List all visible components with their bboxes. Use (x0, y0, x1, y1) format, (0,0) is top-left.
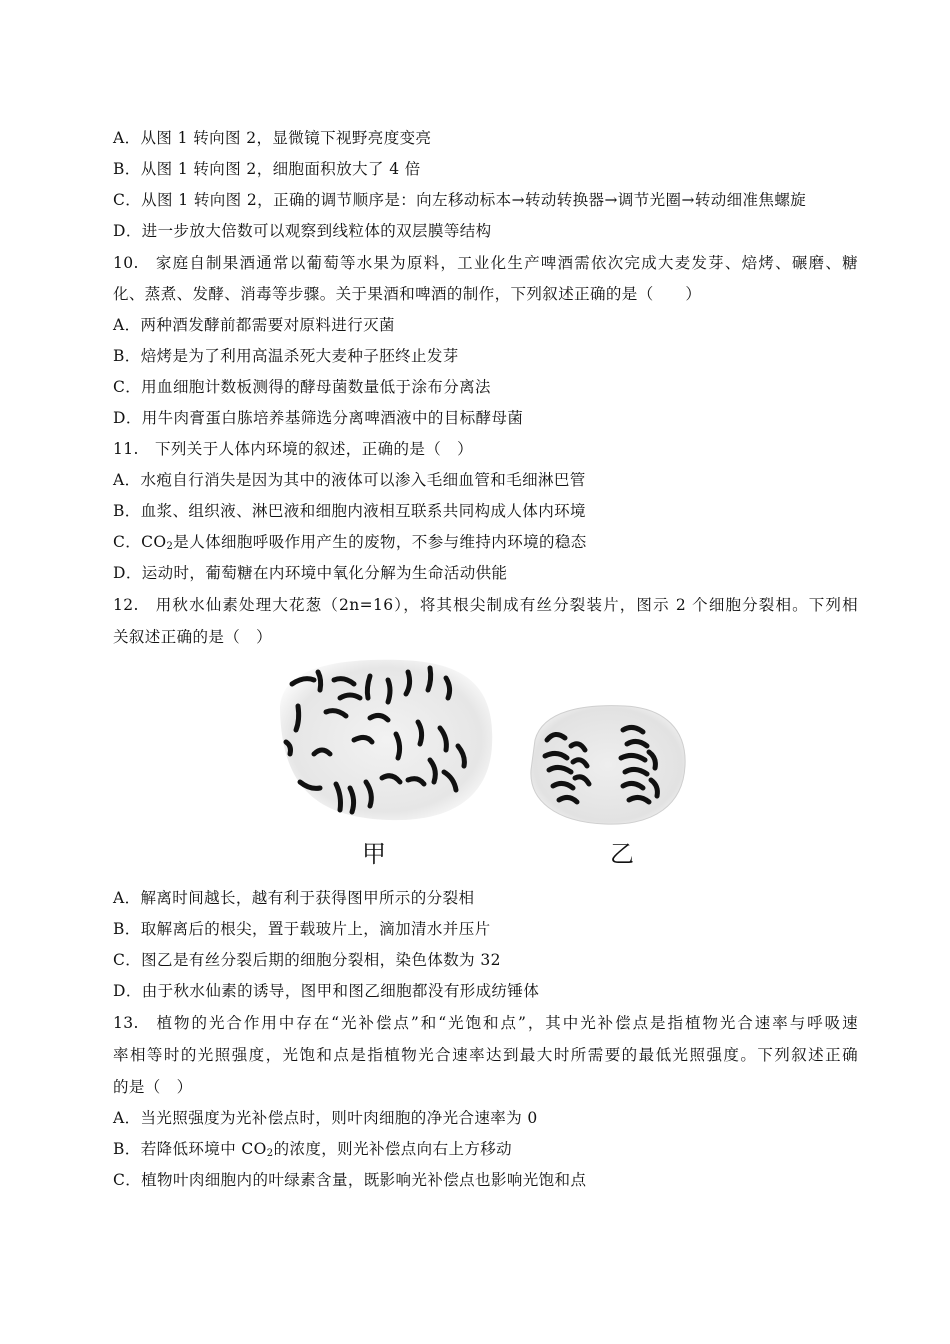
q12-option-c: C．图乙是有丝分裂后期的细胞分裂相，染色体数为 32 (113, 951, 501, 969)
q11-option-a: A．水疱自行消失是因为其中的液体可以渗入毛细血管和毛细淋巴管 (113, 471, 586, 489)
figure-label-yi: 乙 (610, 840, 634, 868)
q12-option-d: D．由于秋水仙素的诱导，图甲和图乙细胞都没有形成纺锤体 (113, 982, 540, 1000)
q13-stem-line3: 的是（ ） (113, 1078, 193, 1096)
q11-number: 11. (113, 440, 139, 458)
q12-stem-text: 用秋水仙素处理大花葱（2n=16），将其根尖制成有丝分裂装片，图示 2 个细胞分裂相。下列相 (155, 596, 858, 614)
q13-stem-line1 (113, 1012, 858, 1034)
q11-option-d: D．运动时，葡萄糖在内环境中氧化分解为生命活动供能 (113, 564, 508, 582)
cell-jia-image (270, 650, 510, 830)
q10-stem-text: 家庭自制果酒通常以葡萄等水果为原料，工业化生产啤酒需依次完成大麦发芽、焙烤、碾磨、糖 (155, 254, 858, 272)
figure-label-jia: 甲 (362, 840, 386, 868)
q11-option-c-text: 是人体细胞呼吸作用产生的废物，不参与维持内环境的稳态 (173, 533, 587, 551)
q11-stem (113, 438, 858, 460)
cell-yi-image (515, 700, 690, 830)
q11-option-c-subscript: 2 (166, 541, 174, 552)
q10-option-d: D．用牛肉膏蛋白胨培养基筛选分离啤酒液中的目标酵母菌 (113, 409, 524, 427)
q13-option-b-subscript: 2 (266, 1148, 274, 1159)
q10-option-c: C．用血细胞计数板测得的酵母菌数量低于涂布分离法 (113, 378, 491, 396)
q9-option-b: B．从图 1 转向图 2，细胞面积放大了 4 倍 (113, 160, 421, 178)
q10-option-b: B．焙烤是为了利用高温杀死大麦种子胚终止发芽 (113, 347, 459, 365)
q13-stem-line2: 率相等时的光照强度，光饱和点是指植物光合速率达到最大时所需要的最低光照强度。下列叙述正确 (113, 1046, 858, 1064)
q12-option-a: A．解离时间越长，越有利于获得图甲所示的分裂相 (113, 889, 475, 907)
q9-option-a: A．从图 1 转向图 2，显微镜下视野亮度变亮 (113, 129, 432, 147)
q9-option-d: D．进一步放大倍数可以观察到线粒体的双层膜等结构 (113, 222, 492, 240)
q10-stem-line2: 化、蒸煮、发酵、消毒等步骤。关于果酒和啤酒的制作，下列叙述正确的是（ ） (113, 285, 702, 303)
q11-option-b: B．血浆、组织液、淋巴液和细胞内液相互联系共同构成人体内环境 (113, 502, 586, 520)
q13-stem-text: 植物的光合作用中存在“光补偿点”和“光饱和点”，其中光补偿点是指植物光合速率与呼吸速 (155, 1014, 858, 1032)
q12-stem-line1 (113, 594, 858, 616)
q13-option-c: C．植物叶肉细胞内的叶绿素含量，既影响光补偿点也影响光饱和点 (113, 1171, 587, 1189)
q11-option-c (113, 531, 858, 558)
q11-option-c-prefix: C．CO (113, 533, 167, 551)
q13-option-b-text: 的浓度，则光补偿点向右上方移动 (273, 1140, 513, 1158)
q12-option-b: B．取解离后的根尖，置于载玻片上，滴加清水并压片 (113, 920, 491, 938)
q13-option-b-prefix: B．若降低环境中 CO (113, 1140, 267, 1158)
q10-option-a: A．两种酒发酵前都需要对原料进行灭菌 (113, 316, 395, 334)
q12-figure (270, 650, 690, 870)
q13-option-a: A．当光照强度为光补偿点时，则叶肉细胞的净光合速率为 0 (113, 1109, 538, 1127)
q11-stem-text: 下列关于人体内环境的叙述，正确的是（ ） (155, 440, 474, 458)
q10-number: 10. (113, 254, 139, 272)
q12-stem-line2: 关叙述正确的是（ ） (113, 628, 273, 646)
q13-number: 13. (113, 1014, 139, 1032)
q9-option-c: C．从图 1 转向图 2，正确的调节顺序是：向左移动标本→转动转换器→调节光圈→转动细准焦螺旋 (113, 191, 807, 209)
q10-stem-line1 (113, 252, 858, 274)
q13-option-b (113, 1138, 858, 1165)
q12-number: 12. (113, 596, 139, 614)
